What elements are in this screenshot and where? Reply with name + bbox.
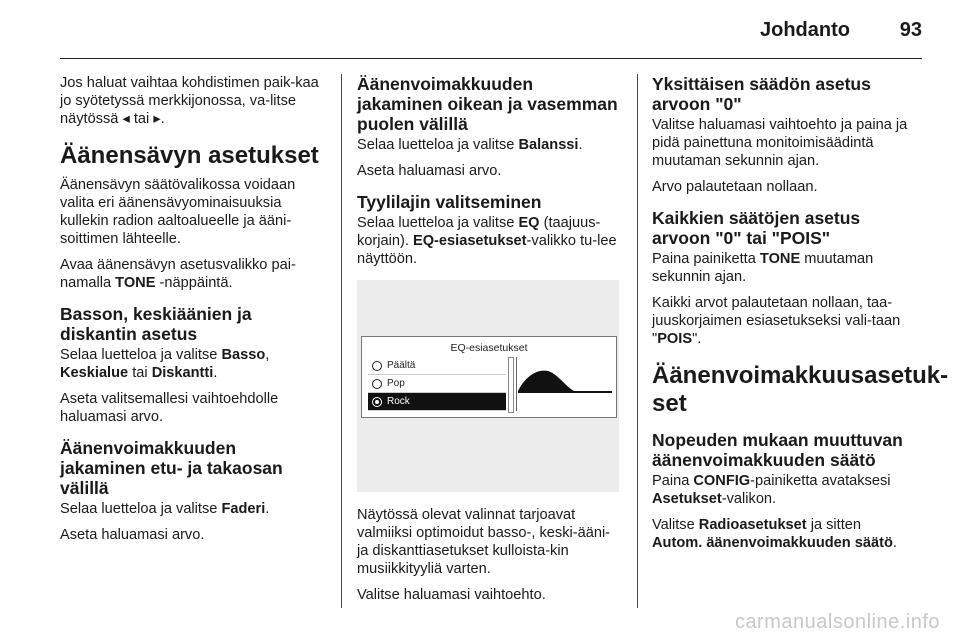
- tone-paragraph-2: Avaa äänensävyn asetusvalikko pai-namalla TONE -näppäintä.: [60, 257, 296, 291]
- radio-icon: [372, 379, 382, 389]
- eq-curve-icon: [516, 357, 612, 411]
- eq-preset-item-pop[interactable]: Pop: [368, 375, 506, 393]
- column-divider-2: [637, 74, 638, 608]
- balance-paragraph-1: Selaa luetteloa ja valitse Balanssi.: [357, 137, 583, 153]
- heading-tone-settings: Äänensävyn asetukset: [60, 142, 319, 169]
- eq-preset-item-rock[interactable]: Rock: [368, 393, 506, 411]
- radio-selected-icon: [372, 397, 382, 407]
- eq-presets-figure: [357, 280, 619, 492]
- fader-paragraph-2: Aseta haluamasi arvo.: [60, 527, 205, 543]
- speed-paragraph-1: Paina CONFIG-painiketta avataksesi Asetukset-valikon.: [652, 473, 891, 507]
- watermark: carmanualsonline.info: [734, 611, 940, 633]
- heading-all-reset: Kaikkien säätöjen asetus arvoon "0" tai "POIS": [652, 208, 861, 248]
- header-rule: [60, 58, 922, 59]
- eq-preset-item-off[interactable]: Päältä: [368, 357, 506, 375]
- speed-paragraph-2: Valitse Radioasetukset ja sitten Autom. äänenvoimakkuuden säätö.: [652, 517, 897, 551]
- style-paragraph-1: Selaa luetteloa ja valitse EQ (taajuus-korjain). EQ-esiasetukset-valikko tu-lee näyttöön.: [357, 215, 617, 267]
- bass-paragraph-2: Aseta valitsemallesi vaihtoehdolle haluamasi arvo.: [60, 391, 279, 425]
- page-header: [0, 0, 960, 60]
- all-reset-paragraph-2: Kaikki arvot palautetaan nollaan, taa-juuskorjaimen esiasetukseksi vali-taan "POIS".: [652, 295, 901, 347]
- tone-paragraph-1: Äänensävyn säätövalikossa voidaan valita eri äänensävyominaisuuksia kullekin radion aaltoalueelle ja ääni-soittimen lähteelle.: [60, 177, 296, 247]
- eq-list-scrollbar[interactable]: [508, 357, 514, 413]
- right-arrow-icon: ▸: [153, 111, 161, 127]
- left-arrow-icon: ◂: [122, 111, 130, 127]
- column-1: [60, 74, 322, 552]
- all-reset-paragraph-1: Paina painiketta TONE muutaman sekunnin ajan.: [652, 251, 874, 285]
- single-reset-paragraph-2: Arvo palautetaan nollaan.: [652, 179, 818, 195]
- bass-paragraph-1: Selaa luetteloa ja valitse Basso, Keskialue tai Diskantti.: [60, 347, 270, 381]
- page-number: 93: [899, 19, 922, 41]
- heading-balance: Äänenvoimakkuuden jakaminen oikean ja vasemman puolen välillä: [357, 74, 618, 134]
- column-3: [652, 74, 949, 560]
- column-divider-1: [341, 74, 342, 608]
- heading-music-style: Tyylilajin valitseminen: [357, 192, 542, 212]
- eq-preset-list: [368, 357, 506, 411]
- fader-paragraph-1: Selaa luetteloa ja valitse Faderi.: [60, 501, 270, 517]
- radio-icon: [372, 361, 382, 371]
- single-reset-paragraph-1: Valitse haluamasi vaihtoehto ja paina ja pidä painettuna monitoimisäädintä muutaman sekunnin ajan.: [652, 117, 908, 169]
- after-figure-paragraph-2: Valitse haluamasi vaihtoehto.: [357, 587, 546, 603]
- intro-paragraph: Jos haluat vaihtaa kohdistimen paik-kaa jo syötetyssä merkkijonossa, va-litse näytössä ◂ tai ▸.: [60, 75, 319, 127]
- balance-paragraph-2: Aseta haluamasi arvo.: [357, 163, 502, 179]
- column-2: [357, 74, 619, 612]
- heading-single-reset: Yksittäisen säädön asetus arvoon "0": [652, 74, 871, 114]
- eq-presets-title: EQ-esiasetukset: [450, 342, 528, 354]
- after-figure-paragraph-1: Näytössä olevat valinnat tarjoavat valmiiksi optimoidut basso-, keski-ääni- ja diskanttiasetukset kulloista-kin musiikkityyliä varten.: [357, 507, 611, 577]
- heading-speed-volume: Nopeuden mukaan muuttuvan äänenvoimakkuuden säätö: [652, 430, 903, 470]
- heading-bass-treble: Basson, keskiäänien ja diskantin asetus: [60, 304, 252, 344]
- heading-volume-settings: Äänenvoimakkuusasetuk-set: [652, 362, 949, 417]
- header-title: Johdanto: [760, 19, 850, 41]
- heading-fader: Äänenvoimakkuuden jakaminen etu- ja takaosan välillä: [60, 438, 283, 498]
- eq-presets-screen: [361, 336, 617, 418]
